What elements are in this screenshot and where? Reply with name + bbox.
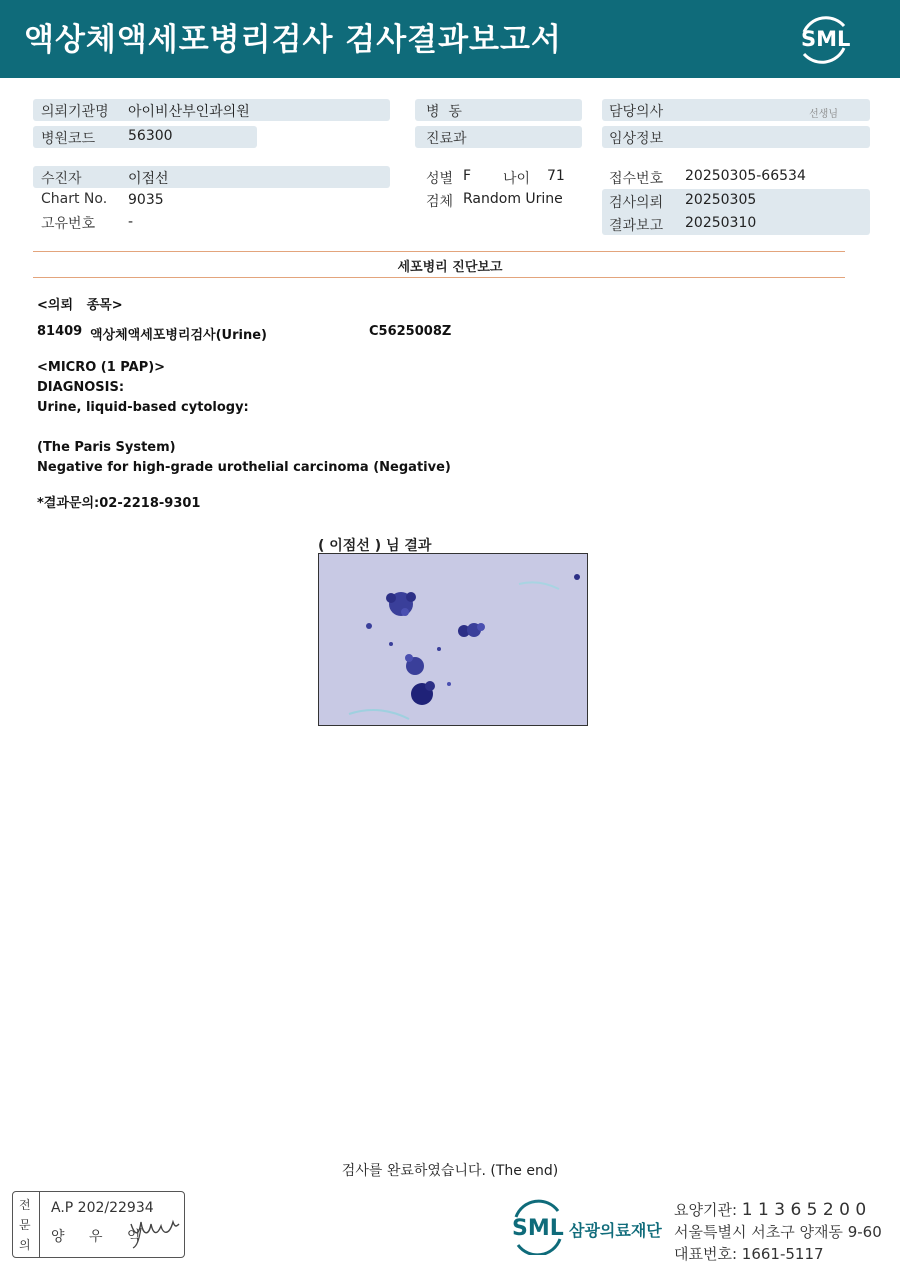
handwritten-signature-icon <box>129 1214 181 1250</box>
specimen-line: Urine, liquid-based cytology: <box>37 400 249 415</box>
doctor-suffix: 선생님 <box>809 109 838 120</box>
request-items-heading: <의뢰 종목> <box>37 298 123 313</box>
report-date-label: 결과보고 <box>609 218 664 234</box>
sml-foundation-logo-icon <box>510 1199 568 1255</box>
org-logo-text: SML <box>512 1216 564 1241</box>
diagnosis-result: Negative for high-grade urothelial carcinoma (Negative) <box>37 460 451 475</box>
specimen-value: Random Urine <box>463 191 563 207</box>
institution-label: 의뢰기관명 <box>41 104 109 120</box>
ap-number: A.P 202/22934 <box>51 1200 154 1216</box>
phone-label: 대표번호: <box>674 1245 738 1263</box>
diagnosis-label: DIAGNOSIS: <box>37 380 125 395</box>
address: 서울특별시 서초구 양재동 9-60 <box>674 1223 882 1241</box>
patient-field-bg <box>33 166 390 188</box>
section-rule-bottom <box>33 277 845 278</box>
paris-system-line: (The Paris System) <box>37 440 176 455</box>
micro-heading: <MICRO (1 PAP)> <box>37 360 166 375</box>
sex-label: 성별 <box>426 171 454 187</box>
patient-label: 수진자 <box>41 171 82 187</box>
side-char-2: 문 <box>19 1218 31 1232</box>
request-label: 검사의뢰 <box>609 195 664 211</box>
department-label: 진료과 <box>426 131 467 147</box>
receipt-label: 접수번호 <box>609 171 664 187</box>
ward-label: 병 동 <box>426 104 462 120</box>
age-value: 71 <box>547 168 565 184</box>
sex-value: F <box>463 168 472 184</box>
unique-label: 고유번호 <box>41 216 96 232</box>
sml-logo-text: SML <box>801 27 851 51</box>
report-title: 액상체액세포병리검사 검사결과보고서 <box>24 22 562 58</box>
phone-line <box>674 1243 824 1264</box>
cytology-image <box>318 553 588 726</box>
chart-value: 9035 <box>128 192 164 208</box>
report-header <box>0 0 900 78</box>
institution-code-value: 1 1 3 6 5 2 0 0 <box>741 1200 867 1220</box>
side-char-3: 의 <box>19 1238 31 1252</box>
pathologist-name: 양 우 익 <box>51 1229 151 1245</box>
institution-code-label: 요양기관: <box>674 1201 738 1219</box>
institution-value: 아이비산부인과의원 <box>128 104 250 120</box>
doctor-label: 담당의사 <box>609 104 664 120</box>
org-name: 삼광의료재단 <box>569 1221 662 1240</box>
side-char-1: 전 <box>19 1198 31 1212</box>
age-label: 나이 <box>503 171 531 187</box>
request-value: 20250305 <box>685 192 757 208</box>
specimen-label: 검체 <box>426 194 454 210</box>
end-text: 검사를 완료하였습니다. (The end) <box>341 1163 559 1179</box>
report-date-value: 20250310 <box>685 215 757 231</box>
hospital-code-label: 병원코드 <box>41 131 96 147</box>
photo-caption: ( 이점선 ) 님 결과 <box>318 538 432 554</box>
item-code: 81409 <box>37 324 83 339</box>
inquiry-line: *결과문의:02-2218-9301 <box>37 496 201 511</box>
chart-label: Chart No. <box>41 191 108 207</box>
phone-value: 1661-5117 <box>741 1245 824 1263</box>
receipt-value: 20250305-66534 <box>685 168 806 184</box>
section-title: 세포병리 진단보고 <box>397 260 503 275</box>
specialist-label <box>13 1192 40 1257</box>
item-name: 액상체액세포병리검사(Urine) <box>90 328 267 343</box>
clinical-info-label: 임상정보 <box>609 131 664 147</box>
item-id: C5625008Z <box>369 324 452 339</box>
hospital-code-value: 56300 <box>128 128 173 144</box>
institution-code-line <box>674 1199 866 1220</box>
pathologist-signature-box <box>12 1191 185 1258</box>
patient-value: 이점선 <box>128 171 169 187</box>
unique-value: - <box>128 214 134 230</box>
section-rule-top <box>33 251 845 252</box>
